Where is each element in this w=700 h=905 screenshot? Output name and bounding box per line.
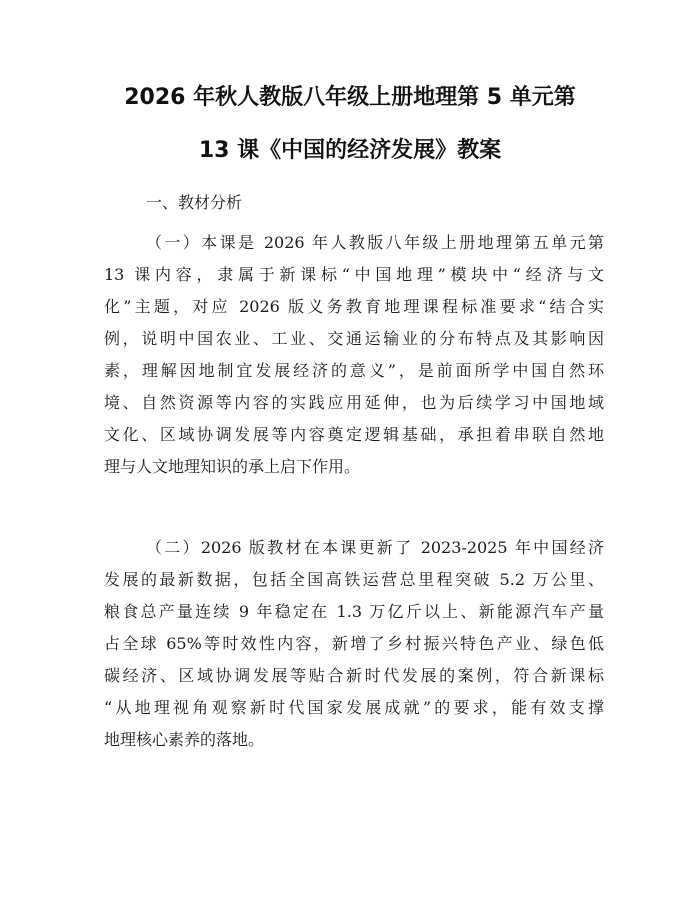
document-title-line-2: 13 课《中国的经济发展》教案: [198, 138, 502, 163]
paragraph-2-line-5: 碳经济、区域协调发展等贴合新时代发展的案例，符合新课标: [104, 666, 604, 685]
paragraph-1-line-8: 理与人文地理知识的承上启下作用。: [104, 457, 361, 476]
paragraph-1-line-4: 例，说明中国农业、工业、交通运输业的分布特点及其影响因: [104, 329, 604, 348]
paragraph-1-line-5: 素，理解因地制宜发展经济的意义”，是前面所学中国自然环: [104, 361, 604, 380]
document-title-line-1: 2026 年秋人教版八年级上册地理第 5 单元第: [124, 85, 576, 110]
paragraph-2-line-1: （二）2026 版教材在本课更新了 2023-2025 年中国经济: [146, 538, 604, 557]
paragraph-1-line-1: （一）本课是 2026 年人教版八年级上册地理第五单元第: [146, 233, 604, 252]
paragraph-1-line-3: 化”主题，对应 2026 版义务教育地理课程标准要求“结合实: [104, 297, 604, 316]
paragraph-1-line-6: 境、自然资源等内容的实践应用延伸，也为后续学习中国地域: [104, 393, 604, 412]
paragraph-2: [104, 532, 604, 756]
paragraph-1-line-7: 文化、区域协调发展等内容奠定逻辑基础，承担着串联自然地: [104, 425, 604, 444]
paragraph-1: [104, 227, 604, 483]
paragraph-2-line-3: 粮食总产量连续 9 年稳定在 1.3 万亿斤以上、新能源汽车产量: [104, 602, 604, 621]
paragraph-2-line-2: 发展的最新数据，包括全国高铁运营总里程突破 5.2 万公里、: [104, 570, 604, 589]
paragraph-1-line-2: 13 课内容，隶属于新课标“中国地理”模块中“经济与文: [104, 265, 604, 284]
paragraph-2-line-7: 地理核心素养的落地。: [104, 730, 265, 749]
paragraph-2-line-6: “从地理视角观察新时代国家发展成就”的要求，能有效支撑: [104, 698, 604, 717]
section-heading-teaching-material-analysis: 一、教材分析: [146, 193, 243, 212]
paragraph-2-line-4: 占全球 65%等时效性内容，新增了乡村振兴特色产业、绿色低: [104, 634, 604, 653]
